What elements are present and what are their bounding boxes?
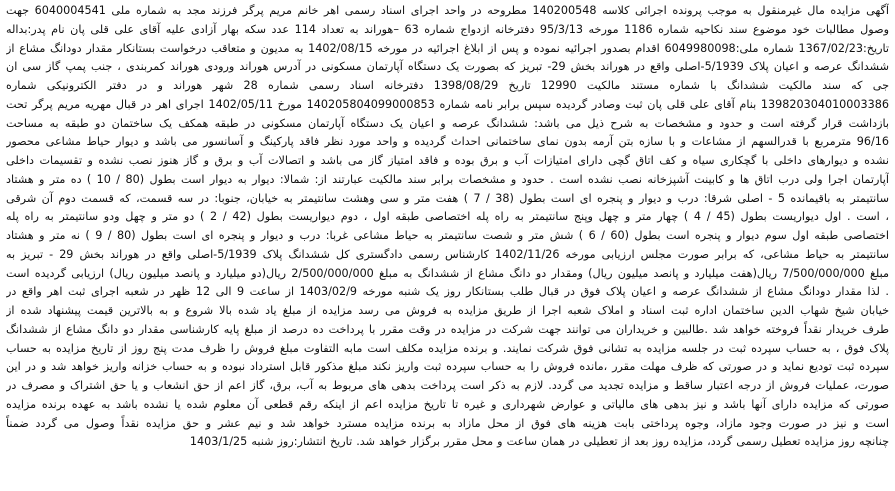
notice-line: نشده و دیوارهای داخلی با گچکاری سیاه و کف اتاق گچی دارای امتیازات آب و برق بوده و فاقد امتیاز گاز می باشد و اتصالات آب و برق و گاز هنوز نصب نشده و تقسیمات داخلی: [6, 154, 889, 167]
notice-line: است و نیز در صورت وجود مازاد، وجوه پرداختی بابت هزینه های فوق از محل مازاد به برنده مزایده مسترد خواهد شد و نیم عشر و حق مزایده نقداً وصول می گردد ضمناً: [6, 416, 889, 430]
notice-line: اختصاصی طبقه اول سوم دیوار و پنجره است بطول (60 / 6 ) شش متر و شصت سانتیمتر به حیاط مشاعی غربا: درب و دیوار و پنجره ای است بطول (80 / 9 ) نه متر و هشتاد: [6, 229, 889, 242]
notice-line: 96/16 مترمربع با قدرالسهم از مشاعات و با سازه بتن آرمه بدون نمای ساختمانی احداث گردیده و واحد مورد نظر فاقد پارکینگ و آسانسور می باشد و دیوار حیاط مشاعی محصور: [6, 135, 889, 149]
notice-line: آگهی مزایده مال غیرمنقول به موجب پرونده اجرائی کلاسه 140200548 مطروحه در واحد اجرای اسناد رسمی اهر خانم مریم پرگر فرزند مجد به شماره ملی 6040004541 جهت: [6, 4, 889, 17]
notice-line: ششدانگ عرصه و اعیان پلاک 5/1939-اصلی واقع در هوراند بخش 29- تبریز که بصورت یک دستگاه آپارتمان مسکونی در آدرس هوراند ورودی هوراند کمربندی ، جنب پمپ گاز سی ان: [6, 60, 889, 74]
notice-line: تاریخ:1367/02/23 شماره ملی:6049980098 اقدام بصدور اجرائیه نموده و پس از ابلاغ اجرائیه در مورخه 1402/08/15 به مدیون و متعاقب درخواست بستانکار مقدار دودانگ مشاع از: [6, 41, 889, 55]
notice-line: وصول مطالبات خود موضوع سند نکاحیه شماره 1186 مورخه 95/3/13 دفترخانه ازدواج شماره 63 –هوراند به تعداد 114 عدد سکه بهار آزادی علیه آقای علی قلی پان نام پدر:بداله: [6, 22, 889, 36]
notice-line: 139820304010003386 بنام آقای علی قلی پان ثبت وصادر گردیده سپس برابر نامه شماره 140205804099000853 مورخ 1402/05/11 اجرای اهر در قبال مهریه مریم پرگر تحت: [6, 97, 889, 111]
notice-line: سانتیمتر به حیاط مشاعی، که برابر صورت مجلس ارزیابی مورخه 1402/11/26 کارشناس رسمی دادگستری کل ششدانگ پلاک 5/1939-اصلی واقع در هوراند بخش 29 - تبریز به: [6, 247, 889, 261]
notice-line: . لذا مقدار دودانگ مشاع از ششدانگ عرصه و اعیان پلاک فوق در قبال طلب بستانکار روز یک شنبه مورخه 1403/02/9 از ساعت 9 الی 12 ظهر در شعبه اجرای ثبت اهر واقع در: [6, 285, 889, 299]
notice-line: آپارتمان اجرا ولی درب اتاق ها و کابینت آشپزخانه نصب نشده است . حدود و مشخصات برابر سند مالکیت عبارتند از: شمالا: دیوار به دیوار است بطول (80 / 10 ) ده متر و هشتاد: [6, 172, 889, 186]
notice-line: سانتیمتر به باقیمانده 5 - اصلی شرقا: درب و دیوار و پنجره ای است بطول (38 / 7 ) هفت متر و سی وهشت سانتیمتر به خیابان، جنوبا: در سه قسمت، که قسمت دوم آن شرقی: [6, 191, 889, 205]
notice-line-last: چنانچه روز مزایده تعطیل رسمی گردد، مزایده روز بعد از تعطیلی در همان ساعت و محل مقرر برگزار خواهد شد. تاریخ انتشار:روز شنبه 1403/1/25: [189, 435, 889, 449]
notice-line: صورت، عملیات فروش از درجه اعتبار ساقط و مزایده تجدید می گردد. لازم به ذکر است پرداخت بدهی های مربوط به آب، برق، گاز اعم از حق انشعاب و یا حق اشتراک و مصرف در: [6, 379, 889, 392]
notice-text: [6, 2, 889, 452]
notice-line: مبلغ 7/500/000/000 ریال(هفت میلیارد و پانصد میلیون ریال) ومقدار دو دانگ مشاع از ششدانگ به مبلغ 2/500/000/000 ریال(دو میلیارد و پانصد میلیون ریال) ارزیابی گردیده است: [6, 266, 889, 280]
notice-line: پلاک فوق ، به حساب سپرده ثبت در جلسه مزایده به تشانی فوق شرکت نمایند. و برنده مزایده مکلف است مابه التفاوت مبلغ فروش را ظرف مدت پنج روز از تاریخ مزایده به حساب: [6, 341, 889, 355]
notice-line: جی که سند مالکیت ششدانگ با شماره مستند مالکیت 12990 تاریخ 1398/08/29 دفترخانه اسناد رسمی شماره 28 شهر هوراند و در دفتر الکترونیکی شماره: [6, 79, 889, 92]
notice-line: بازداشت قرار گرفته است و حدود و مشخصات به شرح ذیل می باشد: ششدانگ عرصه و اعیان یک دستگاه آپارتمان مسکونی در طبقه همکف یک ساختمان دو طبقه به مساحت: [6, 116, 889, 130]
notice-line: ، است . اول دیواریست بطول (45 / 4 ) چهار متر و چهل وپنج سانتیمتر به راه پله اختصاصی طبقه اول ، دوم دیواریست بطول (42 / 2 ) دو متر و چهل ودو سانتیمتر به راه پله: [6, 210, 889, 224]
notice-line: سپرده ثبت تودیع نماید و در صورتی که ظرف مهلت مقرر ،مانده فروش را به حساب سپرده ثبت واریز نکند مبلغ مذکور قابل استرداد نبوده و به حساب خزانه واریز خواهد شد و در این: [6, 360, 889, 374]
notice-line: خیابان شیخ شهاب الدین ساختمان اداره ثبت اسناد و املاک شعبه اجرا از طریق مزایده به فروش می رسد مزایده از مبلغ یاد شده بالا شروع و به بالاترین قیمت پیشنهاد شده از: [6, 304, 889, 317]
notice-line: طرف خریدار نقداً فروخته خواهد شد .طالبین و خریداران می توانند جهت شرکت در مزایده در وقت مقرر با پرداخت ده درصد از مبلغ پایه کارشناسی مقدار دو دانگ مشاع از ششدانگ: [6, 322, 889, 336]
notice-line: صورتی که مزایده دارای آنها باشد و نیز بدهی های مالیاتی و عوارض شهرداری و غیره تا تاریخ مزایده اعم از اینکه رقم قطعی آن معلوم شده یا نشده باشد به عهده برنده مزایده: [6, 397, 889, 411]
